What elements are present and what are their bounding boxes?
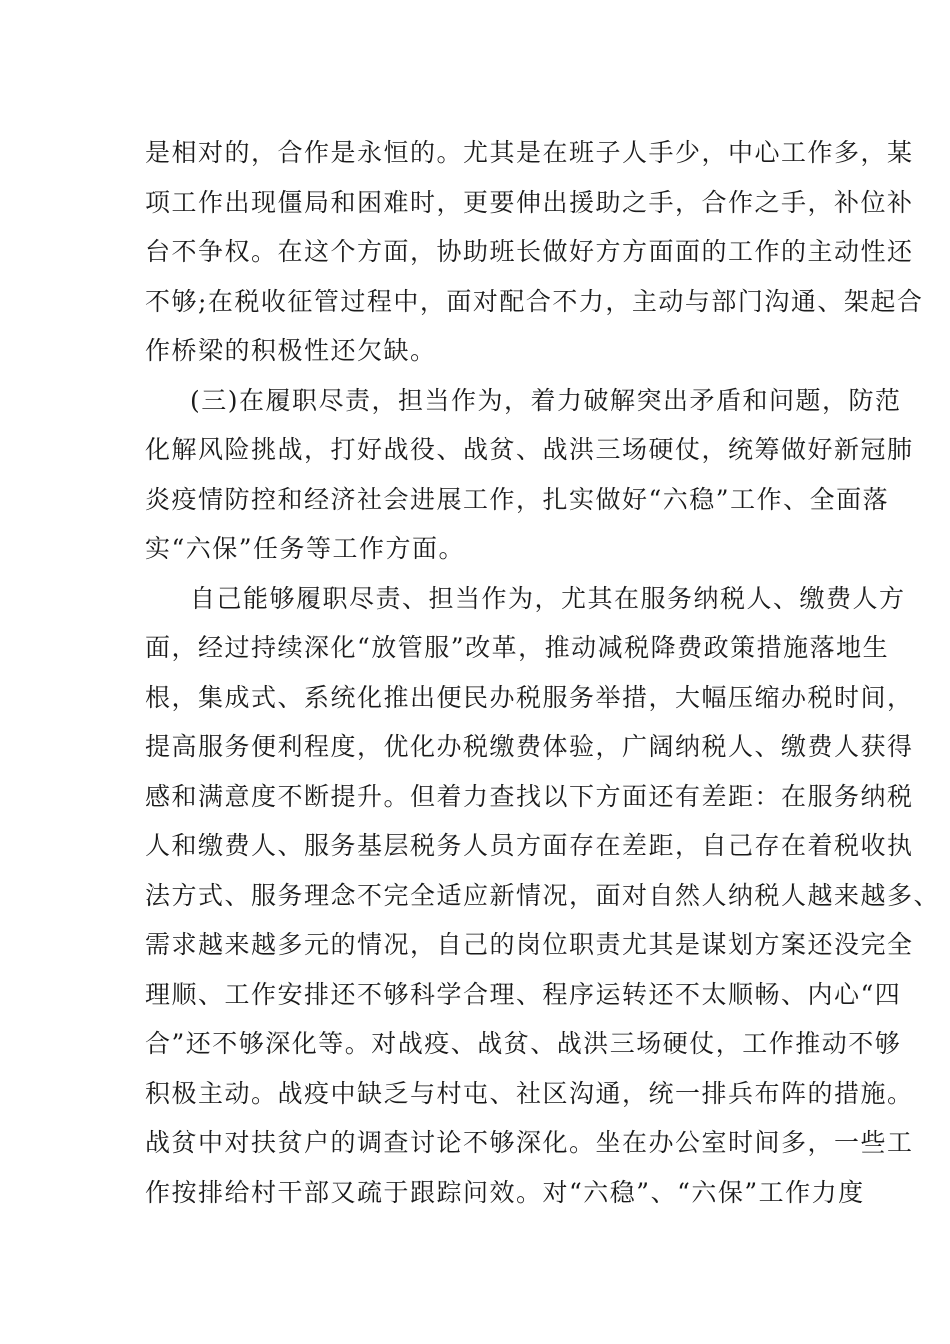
- text-line: 感和满意度不断提升。但着力查找以下方面还有差距：在服务纳税: [145, 782, 914, 811]
- text-line: 根，集成式、系统化推出便民办税服务举措，大幅压缩办税时间，: [145, 683, 914, 712]
- text-line: 战贫中对扶贫户的调查讨论不够深化。坐在办公室时间多，一些工: [145, 1128, 914, 1157]
- text-line: (三)在履职尽责，担当作为，着力破解突出矛盾和问题，防范: [190, 386, 902, 415]
- text-line: 化解风险挑战，打好战役、战贫、战洪三场硬仗，统筹做好新冠肺: [145, 435, 914, 464]
- text-line: 人和缴费人、服务基层税务人员方面存在差距，自己存在着税收执: [145, 831, 914, 860]
- text-line: 面，经过持续深化“放管服”改革，推动减税降费政策措施落地生: [145, 633, 890, 662]
- text-line: 提高服务便利程度，优化办税缴费体验，广阔纳税人、缴费人获得: [145, 732, 914, 761]
- text-line: 积极主动。战疫中缺乏与村屯、社区沟通，统一排兵布阵的措施。: [145, 1079, 914, 1108]
- text-line: 合”还不够深化等。对战疫、战贫、战洪三场硬仗，工作推动不够: [145, 1029, 902, 1058]
- text-line: 是相对的，合作是永恒的。尤其是在班子人手少，中心工作多，某: [145, 138, 914, 167]
- text-line: 实“六保”任务等工作方面。: [145, 534, 466, 563]
- text-line: 作桥梁的积极性还欠缺。: [145, 336, 437, 365]
- text-line: 理顺、工作安排还不够科学合理、程序运转还不太顺畅、内心“四: [145, 980, 902, 1009]
- text-line: 法方式、服务理念不完全适应新情况，面对自然人纳税人越来越多、: [145, 881, 941, 910]
- text-line: 作按排给村干部又疏于跟踪问效。对“六稳”、“六保”工作力度: [145, 1178, 865, 1207]
- text-line: 不够;在税收征管过程中，面对配合不力，主动与部门沟通、架起合: [145, 287, 924, 316]
- text-line: 自己能够履职尽责、担当作为，尤其在服务纳税人、缴费人方: [190, 584, 906, 613]
- text-line: 需求越来越多元的情况，自己的岗位职责尤其是谋划方案还没完全: [145, 930, 914, 959]
- text-line: 项工作出现僵局和困难时，更要伸出援助之手，合作之手，补位补: [145, 188, 914, 217]
- text-line: 台不争权。在这个方面，协助班长做好方方面面的工作的主动性还: [145, 237, 914, 266]
- text-line: 炎疫情防控和经济社会进展工作，扎实做好“六稳”工作、全面落: [145, 485, 890, 514]
